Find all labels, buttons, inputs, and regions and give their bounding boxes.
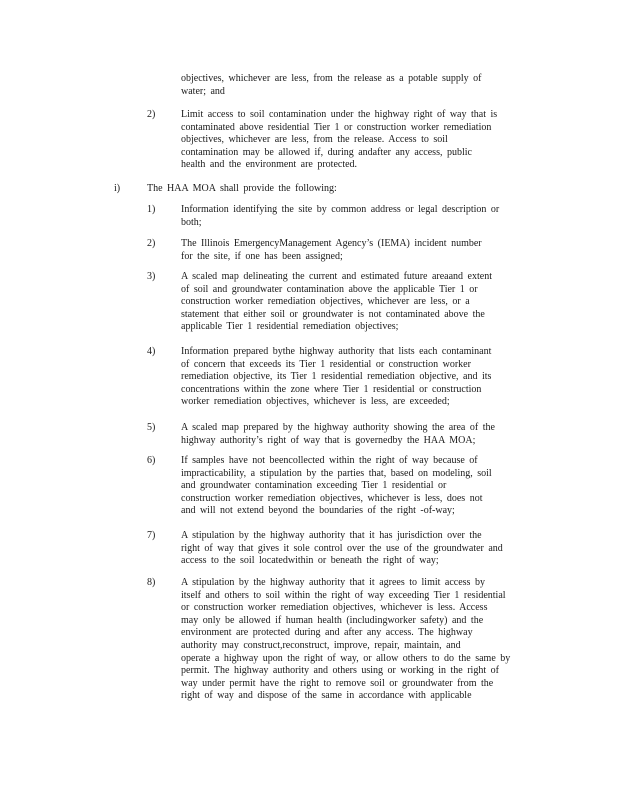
section-label: i): [114, 183, 121, 194]
item-number: 1): [147, 204, 156, 215]
item-number: 8): [147, 577, 156, 588]
item-text: The Illinois EmergencyManagement Agency’s (IEMA) incident number for the site, if one has been assigned;: [181, 238, 482, 262]
item-number: 2): [147, 238, 156, 249]
item-number: 7): [147, 530, 156, 541]
item-text: Information prepared bythe highway authority that lists each contaminant of concern that exceeds its Tier 1 residential or construction worker remediation objective, its Tier 1 residential remediation objective, and its concentrations within the zone where Tier 1 residential or construction worker remediation objectives, whichever is less, are exceeded;: [181, 346, 492, 408]
item-number: 5): [147, 422, 156, 433]
item-number: 2): [147, 109, 156, 120]
item-text: If samples have not beencollected within the right of way because of impracticability, a stipulation by the parties that, based on modeling, soil and groundwater contamination exceeding Tier 1 residential or construction worker remediation objectives, whichever is less, does not and will not extend beyond the boundaries of the right -of-way;: [181, 455, 492, 517]
item-text: A stipulation by the highway authority that it has jurisdiction over the right of way that gives it sole control over the use of the groundwater and access to the soil locatedwithin or beneath the right of way;: [181, 530, 503, 567]
item-text: A scaled map delineating the current and estimated future areaand extent of soil and groundwater contamination above the applicable Tier 1 or construction worker remediation objectives, whichever are less, or a statement that either soil or groundwater is not contaminated above the applicable Tier 1 residential remediation objectives;: [181, 271, 492, 333]
continuation-text: objectives, whichever are less, from the release as a potable supply of water; and: [181, 73, 482, 97]
item-number: 6): [147, 455, 156, 466]
item-text: Limit access to soil contamination under the highway right of way that is contaminated above residential Tier 1 or construction worker remediation objectives, whichever are less, from the release. Access to soil contamination may be allowed if, during andafter any access, public health and the environment are protected.: [181, 109, 498, 171]
item-number: 3): [147, 271, 156, 282]
item-text: A stipulation by the highway authority that it agrees to limit access by itself and others to soil within the right of way exceeding Tier 1 residential or construction worker remediation objectives, whichever is less. Access may only be allowed if human health (includingworker safety) and the environment are protected during and after any access. The highway authority may construct,reconstruct, improve, repair, maintain, and operate a highway upon the right of way, or allow others to do the same by permit. The highway authority and others using or working in the right of way under permit have the right to remove soil or groundwater from the right of way and dispose of the same in accordance with applicable: [181, 577, 511, 702]
item-text: Information identifying the site by common address or legal description or both;: [181, 204, 500, 228]
section-intro: The HAA MOA shall provide the following:: [147, 183, 337, 194]
item-number: 4): [147, 346, 156, 357]
item-text: A scaled map prepared by the highway authority showing the area of the highway authority’s right of way that is governedby the HAA MOA;: [181, 422, 495, 446]
